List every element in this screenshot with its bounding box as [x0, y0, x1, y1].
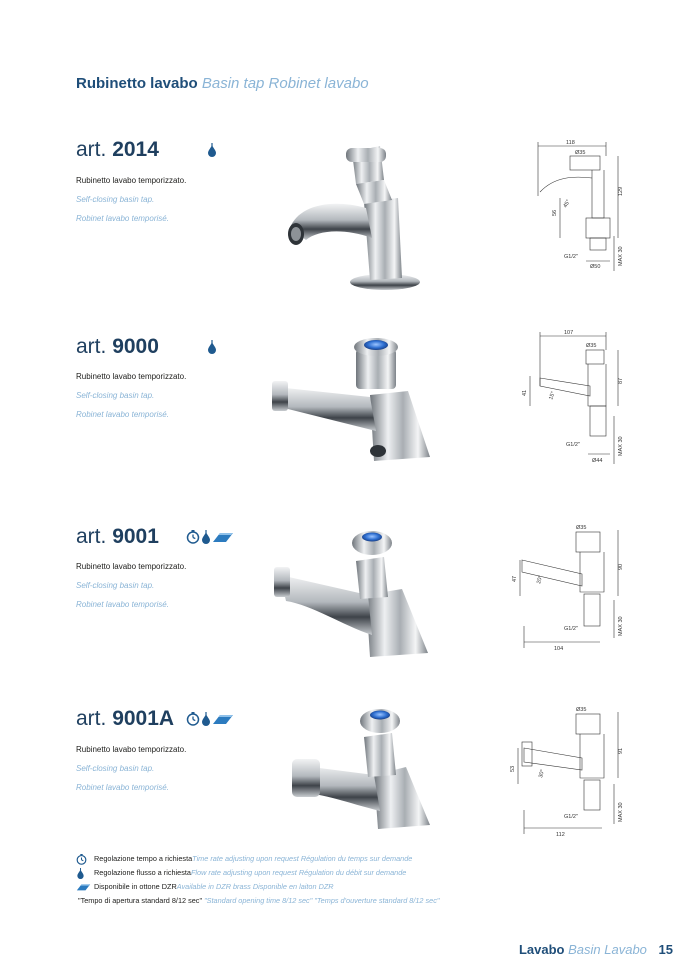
product-description [76, 171, 186, 228]
legend-it: "Tempo di apertura standard 8/12 sec" [78, 896, 203, 905]
timer-icon [186, 712, 200, 726]
dim-width: 118 [566, 140, 575, 146]
dim-height: 90 [618, 563, 624, 570]
product-title [76, 525, 159, 549]
desc-fr: Robinet lavabo temporisé. [76, 214, 169, 223]
dim-side: 56 [552, 209, 558, 216]
dim-top-dia: Ø35 [576, 525, 587, 531]
page-header [76, 75, 369, 92]
art-number: 9001 [112, 525, 159, 548]
dim-top-dia: Ø35 [575, 150, 586, 156]
art-prefix: art. [76, 138, 107, 161]
technical-drawing [500, 516, 635, 656]
legend-row [76, 866, 439, 880]
technical-drawing [500, 698, 635, 838]
timer-icon [76, 854, 87, 865]
dim-width: 107 [564, 330, 574, 336]
tap-photo [288, 705, 440, 833]
drop-icon [201, 712, 211, 726]
dim-angle: 30° [538, 768, 547, 779]
legend-row [76, 894, 439, 908]
feature-icons [186, 530, 234, 544]
dim-max: MAX 30 [618, 246, 624, 266]
desc-en: Self-closing basin tap. [76, 764, 155, 773]
desc-it: Rubinetto lavabo temporizzato. [76, 176, 187, 185]
dim-top-dia: Ø35 [586, 343, 597, 349]
legend-en: Available in DZR brass Disponible en laiton DZR [176, 882, 334, 891]
icon-legend [76, 852, 439, 908]
dim-thread: G1/2" [566, 442, 580, 448]
drop-icon [76, 868, 85, 879]
dim-top-dia: Ø35 [576, 707, 587, 713]
dim-thread: G1/2" [564, 626, 578, 632]
header-title-it: Rubinetto lavabo [76, 75, 198, 92]
tap-photo [272, 525, 437, 660]
dim-angle: 20° [536, 574, 545, 585]
art-prefix: art. [76, 525, 107, 548]
desc-fr: Robinet lavabo temporisé. [76, 783, 169, 792]
brass-icon [212, 531, 234, 543]
feature-icons [207, 340, 217, 354]
dim-height: 129 [618, 186, 624, 196]
timer-icon [186, 530, 200, 544]
tap-photo [270, 335, 435, 465]
legend-row [76, 880, 439, 894]
legend-en: "Standard opening time 8/12 sec" "Temps d'ouverture standard 8/12 sec" [204, 896, 440, 905]
dim-angle: 15° [548, 390, 557, 401]
drop-icon [207, 143, 217, 157]
technical-drawing [500, 326, 635, 466]
desc-en: Self-closing basin tap. [76, 195, 155, 204]
legend-en: Time rate adjusting upon request Régulation du temps sur demande [192, 854, 413, 863]
desc-fr: Robinet lavabo temporisé. [76, 410, 169, 419]
page-number: 15 [658, 942, 673, 957]
dim-base: Ø44 [592, 458, 603, 464]
product-title [76, 335, 159, 359]
dim-side: 53 [510, 765, 516, 772]
desc-en: Self-closing basin tap. [76, 391, 155, 400]
dim-angle: 45° [562, 198, 572, 209]
desc-fr: Robinet lavabo temporisé. [76, 600, 169, 609]
drop-icon [201, 530, 211, 544]
art-number: 9000 [112, 335, 159, 358]
footer-section-it: Lavabo [518, 942, 565, 957]
feature-icons [207, 143, 217, 157]
legend-en: Flow rate adjusting upon request Régulation du débit sur demande [190, 868, 407, 877]
dim-height: 87 [618, 377, 624, 384]
product-title [76, 707, 174, 731]
dim-side: 47 [512, 575, 518, 582]
dim-thread: G1/2" [564, 814, 578, 820]
dim-max: MAX 30 [618, 616, 624, 636]
product-description [76, 557, 186, 614]
dim-thread: G1/2" [564, 254, 578, 260]
footer-section-en: Basin Lavabo [568, 942, 647, 957]
art-number: 9001A [112, 707, 175, 730]
desc-en: Self-closing basin tap. [76, 581, 155, 590]
product-title [76, 138, 159, 162]
dim-height: 91 [618, 747, 624, 754]
product-description [76, 367, 186, 424]
dim-width: 112 [556, 832, 565, 838]
desc-it: Rubinetto lavabo temporizzato. [76, 745, 187, 754]
legend-it: Disponibile in ottone DZR [94, 882, 177, 891]
feature-icons [186, 712, 234, 726]
dim-max: MAX 30 [618, 802, 624, 822]
drop-icon [207, 340, 217, 354]
art-prefix: art. [76, 335, 107, 358]
art-number: 2014 [112, 138, 159, 161]
header-title-en: Basin tap Robinet lavabo [201, 75, 369, 92]
dim-base: Ø50 [590, 264, 601, 270]
dim-width: 104 [554, 646, 564, 652]
legend-it: Regolazione tempo a richiesta [94, 854, 193, 863]
desc-it: Rubinetto lavabo temporizzato. [76, 372, 187, 381]
tap-photo [280, 140, 425, 295]
dim-side: 41 [522, 389, 528, 396]
legend-it: Regolazione flusso a richiesta [94, 868, 191, 877]
dim-max: MAX 30 [618, 436, 624, 456]
art-prefix: art. [76, 707, 107, 730]
technical-drawing [500, 136, 635, 276]
desc-it: Rubinetto lavabo temporizzato. [76, 562, 187, 571]
legend-row [76, 852, 439, 866]
product-description [76, 740, 186, 797]
brass-icon [76, 883, 91, 891]
brass-icon [212, 713, 234, 725]
page-footer [519, 942, 673, 957]
